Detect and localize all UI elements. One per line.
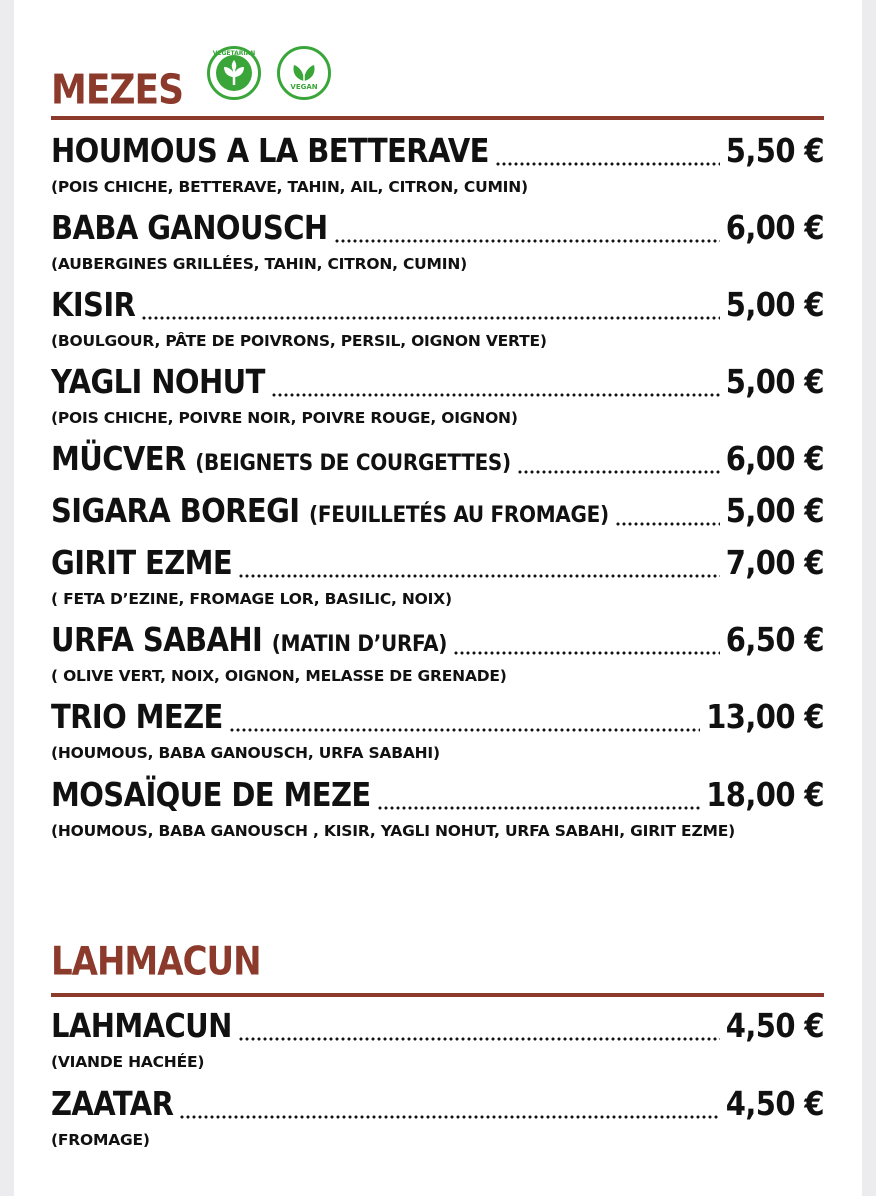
item-price: 4,50 € bbox=[725, 1006, 824, 1045]
dot-leader bbox=[517, 470, 720, 474]
mezes-divider bbox=[51, 116, 824, 120]
item-description: (VIANDE HACHÉE) bbox=[51, 1053, 205, 1071]
dot-leader bbox=[453, 651, 720, 655]
mezes-header bbox=[51, 46, 824, 114]
item-price: 6,50 € bbox=[725, 620, 824, 659]
item-name: MOSAÏQUE DE MEZE bbox=[51, 775, 371, 814]
menu-item bbox=[51, 1084, 824, 1150]
item-name: YAGLI NOHUT bbox=[51, 362, 265, 401]
item-name: HOUMOUS A LA BETTERAVE bbox=[51, 131, 489, 170]
dot-leader bbox=[229, 728, 700, 732]
item-description: (FROMAGE) bbox=[51, 1131, 150, 1149]
menu-item bbox=[51, 439, 824, 484]
item-price: 5,00 € bbox=[725, 285, 824, 324]
item-subtitle: (MATIN D’URFA) bbox=[271, 629, 448, 657]
item-description: ( FETA D’EZINE, FROMAGE LOR, BASILIC, NOIX) bbox=[51, 590, 452, 608]
dot-leader bbox=[271, 393, 720, 397]
menu-item bbox=[51, 697, 824, 763]
item-description: (AUBERGINES GRILLÉES, TAHIN, CITRON, CUMIN) bbox=[51, 255, 467, 273]
item-price: 5,00 € bbox=[725, 491, 824, 530]
item-name: ZAATAR bbox=[51, 1084, 174, 1123]
item-subtitle: (FEUILLETÉS AU FROMAGE) bbox=[309, 500, 609, 528]
menu-item bbox=[51, 543, 824, 609]
item-name: BABA GANOUSCH bbox=[51, 208, 328, 247]
menu-item bbox=[51, 131, 824, 197]
item-price: 5,50 € bbox=[725, 131, 824, 170]
lahmacun-divider bbox=[51, 993, 824, 997]
item-price: 7,00 € bbox=[725, 543, 824, 582]
item-description: (HOUMOUS, BABA GANOUSCH, URFA SABAHI) bbox=[51, 744, 440, 762]
item-name: TRIO MEZE bbox=[51, 697, 223, 736]
dot-leader bbox=[495, 162, 720, 166]
dot-leader bbox=[238, 574, 720, 578]
vegetarian-badge-icon: VEGETARIAN bbox=[207, 46, 261, 100]
item-price: 5,00 € bbox=[725, 362, 824, 401]
menu-item bbox=[51, 620, 824, 686]
section-title-mezes: MEZES bbox=[51, 66, 184, 114]
item-price: 6,00 € bbox=[725, 439, 824, 478]
dot-leader bbox=[377, 806, 701, 810]
menu-item bbox=[51, 362, 824, 428]
dot-leader bbox=[238, 1037, 720, 1041]
item-name: LAHMACUN bbox=[51, 1006, 232, 1045]
dot-leader bbox=[334, 239, 720, 243]
item-price: 6,00 € bbox=[725, 208, 824, 247]
menu-item bbox=[51, 775, 824, 841]
item-price: 18,00 € bbox=[706, 775, 824, 814]
item-name: GIRIT EZME bbox=[51, 543, 233, 582]
menu-page bbox=[14, 0, 862, 1196]
dot-leader bbox=[141, 316, 719, 320]
item-description: (HOUMOUS, BABA GANOUSCH , KISIR, YAGLI NOHUT, URFA SABAHI, GIRIT EZME) bbox=[51, 822, 735, 840]
dot-leader bbox=[615, 522, 720, 526]
item-price: 13,00 € bbox=[706, 697, 824, 736]
menu-item bbox=[51, 1006, 824, 1072]
menu-item bbox=[51, 208, 824, 274]
lahmacun-header bbox=[51, 939, 824, 985]
item-name: SIGARA BOREGI bbox=[51, 491, 300, 530]
section-title-lahmacun: LAHMACUN bbox=[51, 939, 261, 985]
item-subtitle: (BEIGNETS DE COURGETTES) bbox=[195, 448, 511, 476]
item-description: (POIS CHICHE, POIVRE NOIR, POIVRE ROUGE, OIGNON) bbox=[51, 409, 518, 427]
item-description: (POIS CHICHE, BETTERAVE, TAHIN, AIL, CITRON, CUMIN) bbox=[51, 178, 528, 196]
dot-leader bbox=[179, 1115, 719, 1119]
item-name: URFA SABAHI bbox=[51, 620, 263, 659]
item-description: (BOULGOUR, PÂTE DE POIVRONS, PERSIL, OIGNON VERTE) bbox=[51, 332, 547, 350]
item-name: MÜCVER bbox=[51, 439, 186, 478]
menu-item bbox=[51, 285, 824, 351]
item-description: ( OLIVE VERT, NOIX, OIGNON, MELASSE DE GRENADE) bbox=[51, 667, 507, 685]
item-name: KISIR bbox=[51, 285, 136, 324]
menu-item bbox=[51, 491, 824, 536]
item-price: 4,50 € bbox=[725, 1084, 824, 1123]
vegan-badge-icon: VEGAN bbox=[277, 46, 331, 100]
